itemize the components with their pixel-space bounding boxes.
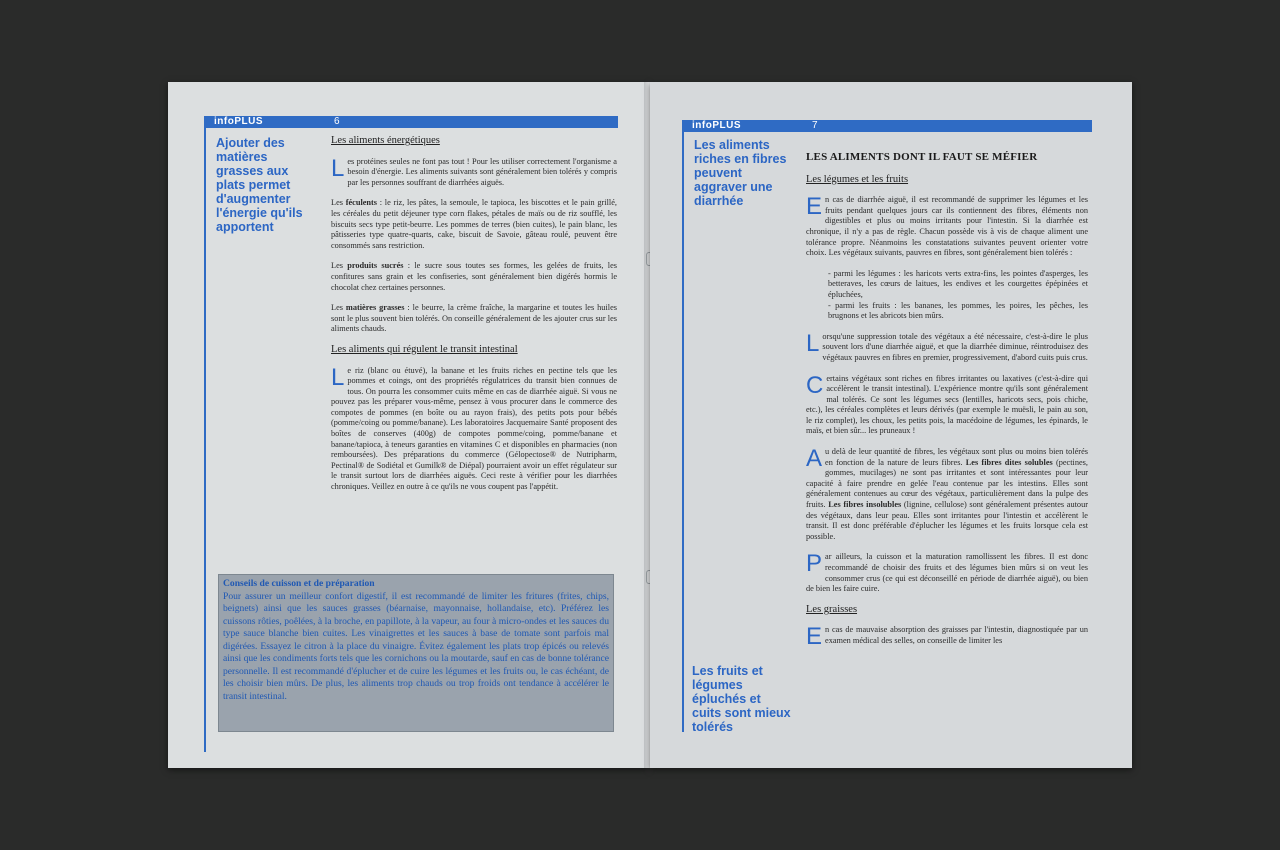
- right-header-bar: [682, 120, 1092, 132]
- paragraph: Le riz (blanc ou étuvé), la banane et les fruits riches en pectine tels que les pommes et coings, ont des propriétés régulatrices du transit bien connues de tous. On pourra les consommer cuits même en cas de diarrhée aiguë. Si vous ne pouvez pas les préparer vous-même, pensez à vous procurer dans le commerce des compotes de pommes (en boîte ou au rayon frais), des petits pots pour bébés (pomme/coing ou pomme/banane). Les laboratoires Jacquemaire Santé proposent des boîtes de conserves (400g) de compotes pomme/coing, pomme/banane et banane/tapioca, à teneurs garanties en vitamines C et disponibles en pharmacies (non remboursées). Des préparations du commerce (Gélopectose® de Nutripharm, Pectinal® de Sodiétal et Gumilk® de Diépal) pourraient avoir un effet régulateur sur le transit surtout lors de diarrhées aiguës. Ceci reste à vérifier pour les diarrhées chroniques. Veillez en outre à ce qu'ils ne vous coupent pas l'appétit.: [331, 363, 617, 492]
- paragraph: Certains végétaux sont riches en fibres irritantes ou laxatives (c'est-à-dire qui accélèrent le transit intestinal). L'expérience montre qu'ils sont généralement mal tolérés. Ce sont les légumes secs (lentilles, haricots secs, pois chiche, etc.), les céréales complètes et leurs dérivés (par exemple le muësli, le pain au son, le riz complet), les choux, les petits pois, la macédoine de légumes, les épinards, le maïs, et bien sûr... les pruneaux !: [806, 371, 1088, 436]
- drop-cap: L: [331, 363, 345, 391]
- box-title: Conseils de cuisson et de préparation: [223, 578, 375, 589]
- section-title: Les aliments énergétiques: [331, 135, 440, 146]
- paragraph: Au delà de leur quantité de fibres, les végétaux sont plus ou moins bien tolérés en fonction de la nature de leurs fibres. Les fibres dites solubles (pectines, gommes, mucilages) ne sont pas irritantes et sont intéressantes pour leur capacité à faire prendre en gelée l'eau contenue par les intestins. Elles sont généralement contenues au cœur des végétaux, particulièrement dans la pulpe des fruits. Les fibres insolubles (lignine, cellulose) sont généralement présentes autour des végétaux, dans leur peau. Elles sont irritantes pour l'intestin et accélèrent le transit. Il est donc préférable d'éplucher les légumes et les fruits lorsque cela est possible.: [806, 445, 1088, 541]
- drop-cap: C: [806, 371, 824, 399]
- page-number: 7: [812, 120, 818, 131]
- paragraph: Les féculents : le riz, les pâtes, la semoule, le tapioca, les biscottes et le pain grillé, les céréales du petit déjeuner type corn flakes, pétales de maïs ou de riz soufflé, les biscuits secs type petit-beurre. Les pommes de terres (bien cuites), le pain blanc, les pâtisseries type quatre-quarts, cake, biscuit de Savoie, gâteau roulé, peuvent être consommés sans restriction.: [331, 198, 617, 250]
- drop-cap: A: [806, 445, 823, 473]
- left-main-column: [331, 136, 617, 503]
- paragraph: En cas de mauvaise absorption des graisses par l'intestin, diagnostiquée par un examen médical des selles, on conseille de limiter les: [806, 623, 1088, 651]
- left-margin-rule: [204, 116, 206, 752]
- side-heading: Ajouter des matières grasses aux plats permet d'augmenter l'énergie qu'ils apportent: [216, 136, 303, 234]
- paragraph: Les produits sucrés : le sucre sous toutes ses formes, les gelées de fruits, les confitures sans grain et les confiseries, sont généralement bien digérés hormis le chocolat chez certaines personnes.: [331, 261, 617, 292]
- paragraph: Les protéines seules ne font pas tout ! Pour les utiliser correctement l'organisme a besoin d'énergie. Les aliments suivants sont généralement bien tolérés y compris par les personnes souffrant de diarrhées aiguës.: [331, 154, 617, 187]
- drop-cap: E: [806, 623, 823, 651]
- drop-cap: P: [806, 550, 823, 578]
- section-title: Les légumes et les fruits: [806, 173, 909, 185]
- box-text: Pour assurer un meilleur confort digestif, il est recommandé de limiter les fritures (frites, chips, beignets) ainsi que les sauces grasses (béarnaise, mayonnaise, hollandaise, etc). Préférez les cuissons rôties, poêlées, à la broche, en papillote, à la vapeur, au four à micro-ondes et les sauces du type sauce blanche bien cuites. Les vinaigrettes et les sauces à base de tomate sont parfois mal digérées. Essayez le citron à la place du vinaigre. Évitez également les plats trop épicés ou relevés ainsi que les condiments forts tels que les cornichons ou la moutarde, sauf en cas de bonne tolérance personnelle. Il est recommandé d'éplucher et de cuire les légumes et les fruits ou, le cas échéant, de les choisir bien mûrs. De plus, les aliments trop chauds ou trop froids ont tendance à accélérer le transit intestinal.: [223, 590, 609, 702]
- section-title: Les aliments qui régulent le transit intestinal: [331, 343, 518, 355]
- drop-cap: L: [806, 329, 820, 357]
- paragraph: Les matières grasses : le beurre, la crème fraîche, la margarine et toutes les huiles sont le plus souvent bien tolérés. On conseille généralement de les ajouter crus sur les aliments chauds.: [331, 303, 617, 334]
- drop-cap: L: [331, 154, 345, 182]
- side-heading: Les fruits et légumes épluchés et cuits sont mieux tolérés: [692, 664, 791, 734]
- drop-cap: E: [806, 193, 823, 221]
- side-heading: Les aliments riches en fibres peuvent aggraver une diarrhée: [694, 138, 787, 208]
- brand-logo: infoPLUS: [692, 120, 741, 131]
- section-title: Les graisses: [806, 603, 858, 615]
- brand-logo: infoPLUS: [214, 116, 263, 127]
- right-main-column: [806, 152, 1088, 657]
- list-item: - parmi les légumes : les haricots verts extra-fins, les pointes d'asperges, les betteraves, les cœurs de laitues, les endives et les courgettes épépinées et épluchées,: [828, 268, 1088, 299]
- right-margin-rule: [682, 120, 684, 732]
- right-page: [650, 82, 1132, 768]
- list-item: - parmi les fruits : les bananes, les pommes, les poires, les pêches, les brugnons et les abricots bien mûrs.: [828, 300, 1088, 321]
- paragraph: Par ailleurs, la cuisson et la maturation ramollissent les fibres. Il est donc recommandé de choisir des fruits et des légumes bien mûrs si on veut les consommer crus (ce qui est déconseillé en période de diarrhée aiguë), ou bien de bien les faire cuire.: [806, 550, 1088, 594]
- page-title: LES ALIMENTS DONT IL FAUT SE MÉFIER: [806, 151, 1038, 163]
- bullet-list: [828, 269, 1088, 322]
- left-header-bar: [204, 116, 618, 128]
- paragraph: Lorsqu'une suppression totale des végétaux a été nécessaire, c'est-à-dire le plus souvent lors d'une diarrhée aiguë, et que la diarrhée diminue, réintroduisez des végétaux pauvres en fibres en premier, progressivement, d'abord cuits puis crus.: [806, 329, 1088, 362]
- left-page: [168, 82, 648, 768]
- cooking-tips-box: [218, 574, 614, 732]
- paragraph: En cas de diarrhée aiguë, il est recommandé de supprimer les légumes et les fruits pendant quelques jours car ils contiennent des fibres, éléments non digestibles et plus ou moins irritants pour l'intestin. Si la diarrhée est chronique, il n'y a pas de règle. Chacun possède vis à vis de chaque aliment une tolérance propre. Néanmoins les constatations suivantes peuvent orienter votre choix. Les végétaux suivants, pauvres en fibres, sont généralement bien tolérés :: [806, 193, 1088, 258]
- page-number: 6: [334, 116, 340, 127]
